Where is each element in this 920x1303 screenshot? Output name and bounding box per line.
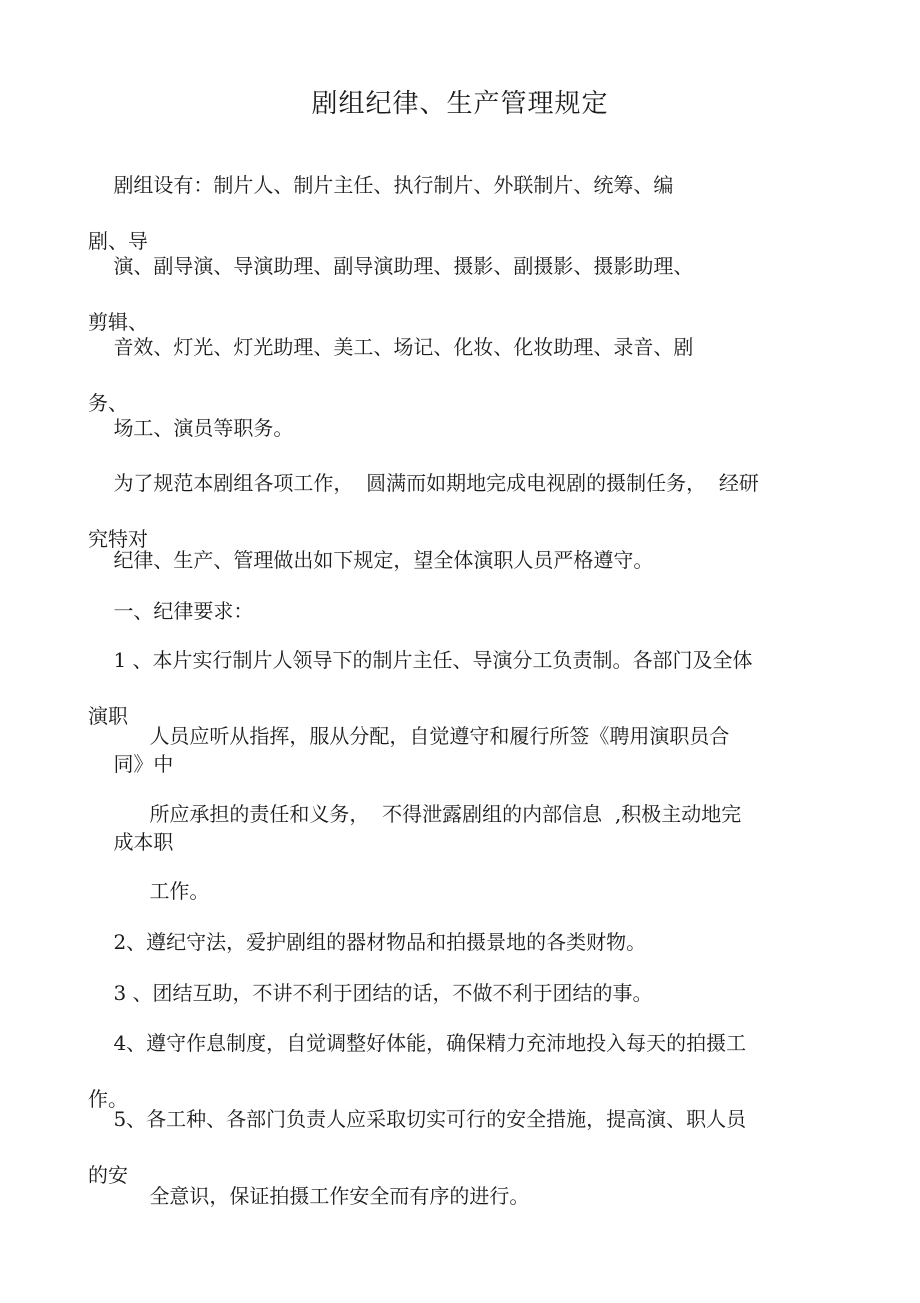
paragraph-line — [124, 1154, 778, 1238]
line-first: 所应承担的责任和义务， 不得泄露剧组的内部信息 ,积极主动地完 — [149, 802, 742, 826]
line-first: 为了规范本剧组各项工作， 圆满而如期地完成电视剧的摄制任务， 经研 — [113, 471, 759, 495]
line-first: 一、纪律要求： — [113, 599, 254, 623]
line-first: 全意识，保证拍摄工作安全而有序的进行。 — [149, 1184, 530, 1208]
line-first: 人员应听从指挥，服从分配，自觉遵守和履行所签《聘用演职员合 — [149, 724, 730, 748]
line-first: 2、遵纪守法，爱护剧组的器材物品和拍摄景地的各类财物。 — [113, 930, 647, 954]
line-first: 音效、灯光、灯光助理、美工、场记、化妆、化妆助理、录音、剧 — [113, 335, 694, 359]
line-first: 场工、演员等职务。 — [113, 416, 294, 440]
document-title: 剧组纪律、生产管理规定 — [311, 89, 609, 119]
line-first: 演、副导演、导演助理、副导演助理、摄影、副摄影、摄影助理、 — [113, 254, 694, 278]
line-wrap: 的安 — [88, 1163, 128, 1187]
line-wrap: 演职 — [88, 704, 128, 728]
line-wrap: 务、 — [88, 391, 128, 415]
line-first: 3 、团结互助，不讲不利于团结的话，不做不利于团结的事。 — [113, 981, 653, 1005]
line-first: 5、各工种、各部门负责人应采取切实可行的安全措施，提高演、职人员 — [113, 1107, 747, 1131]
line-first: 4、遵守作息制度，自觉调整好体能，确保精力充沛地投入每天的拍摄工 — [113, 1031, 747, 1055]
line-wrap: 究特对 — [88, 527, 148, 551]
line-first: 工作。 — [149, 879, 210, 903]
line-wrap: 剪辑、 — [88, 310, 148, 334]
line-wrap: 剧、导 — [88, 229, 148, 253]
line-first: 1 、本片实行制片人领导下的制片主任、导演分工负责制。各部门及全体 — [113, 648, 753, 672]
line-first: 纪律、生产、管理做出如下规定，望全体演职人员严格遵守。 — [113, 548, 654, 572]
line-wrap: 作。 — [88, 1087, 128, 1111]
line-wrap: 成本职 — [113, 830, 174, 854]
line-wrap: 同》中 — [113, 752, 174, 776]
line-first: 剧组设有：制片人、制片主任、执行制片、外联制片、统筹、编 — [113, 173, 674, 197]
